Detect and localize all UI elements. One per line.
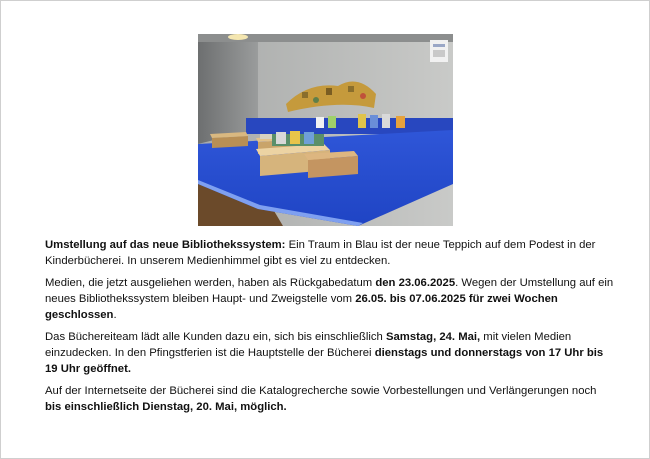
bold-text-run: dienstags und donnerstags von 17 Uhr bis 19 Uhr geöffnet.: [45, 347, 604, 375]
paragraph: [45, 383, 615, 415]
paragraph: [45, 329, 615, 377]
text-run: Das Büchereiteam lädt alle Kunden dazu ein, sich bis einschließlich: [45, 331, 386, 343]
text-run: Auf der Internetseite der Bücherei sind die Katalogrecherche sowie Vorbestellungen und Verlängerungen noch: [45, 385, 597, 397]
text-run: .: [113, 309, 117, 321]
bold-text-run: 26.05. bis 07.06.2025 für zwei Wochen geschlossen: [45, 293, 558, 321]
text-run: mit vielen Medien einzudecken. In den Pfingstferien ist die Hauptstelle der Bücherei: [45, 331, 572, 359]
bold-text-run: Samstag, 24. Mai,: [385, 331, 481, 343]
paragraph: [45, 237, 615, 269]
bold-text-run: den 23.06.2025: [375, 277, 456, 289]
announcement-text: [45, 237, 615, 421]
text-run: . Wegen der Umstellung auf ein neues Bibliothekssystem bleiben Haupt- und Zweigstelle vom: [45, 277, 614, 305]
text-run: Medien, die jetzt ausgeliehen werden, haben als Rückgabedatum: [45, 277, 376, 289]
text-run: Ein Traum in Blau ist der neue Teppich auf dem Podest in der Kinderbücherei. In unserem Medienhimmel gibt es viel zu entdecken.: [45, 239, 596, 267]
paragraph: [45, 275, 615, 323]
bold-text-run: bis einschließlich Dienstag, 20. Mai, möglich.: [45, 401, 287, 413]
library-photo: [198, 34, 453, 226]
bold-text-run: Umstellung auf das neue Bibliothekssystem:: [45, 239, 286, 251]
